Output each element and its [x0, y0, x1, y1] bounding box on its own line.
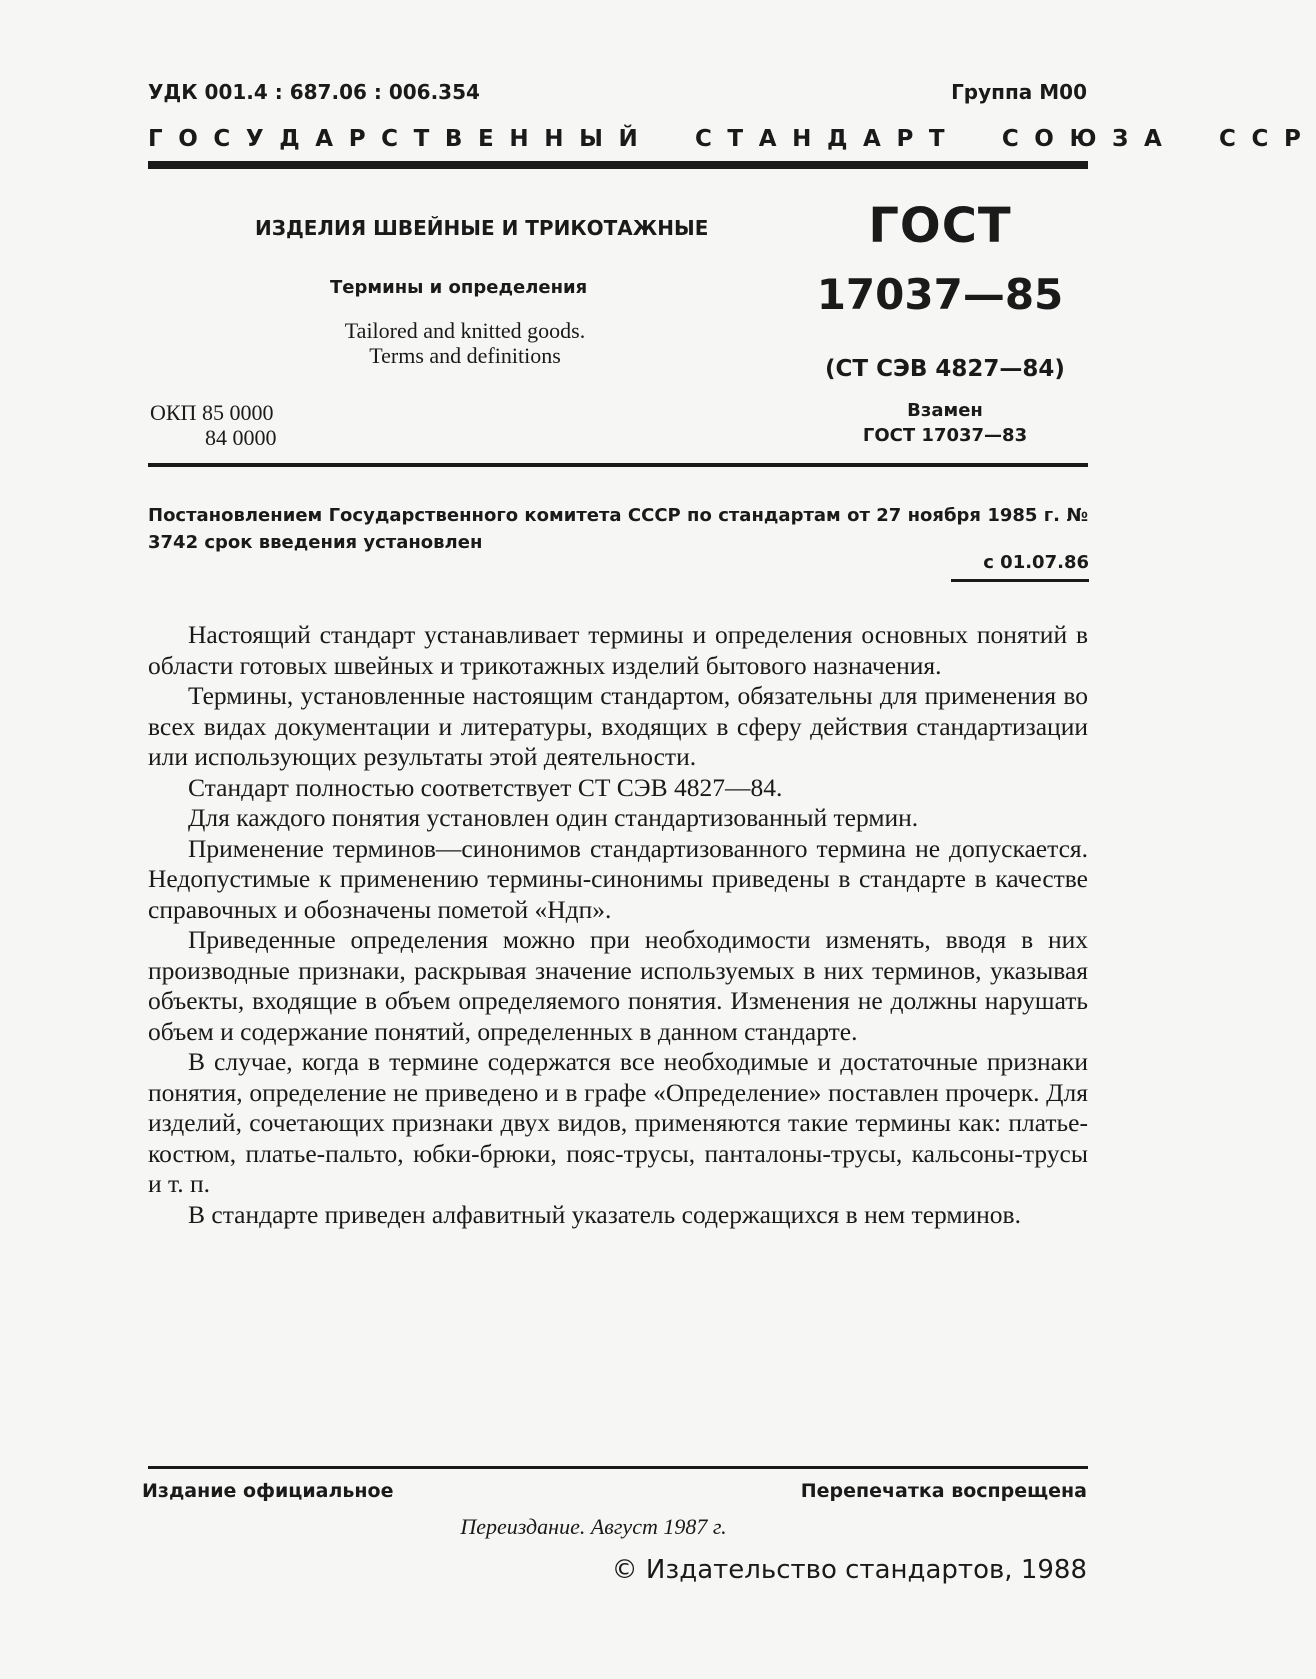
official-edition-label: Издание официальное	[142, 1480, 394, 1502]
paragraph: Стандарт полностью соответствует СТ СЭВ 4827—84.	[188, 772, 783, 802]
header-rule	[148, 161, 1088, 169]
decree-text: Постановлением Государственного комитета СССР по стандартам от 27 ноября 1985 г. № 3742 срок введения установлен	[148, 505, 1088, 553]
footer-rule	[148, 1466, 1088, 1469]
paragraph: Настоящий стандарт устанавливает термины и определения основных понятий в области готовых швейных и трикотажных изделий бытового назначения.	[148, 620, 1088, 680]
replaces-block	[825, 398, 1065, 448]
paragraph: Для каждого понятия установлен один стандартизованный термин.	[188, 803, 919, 832]
introduction-date: с 01.07.86	[951, 552, 1089, 582]
sev-reference: (СТ СЭВ 4827—84)	[825, 356, 1065, 382]
okp-code-2: 84 0000	[205, 425, 277, 450]
copyright-notice: © Издательство стандартов, 1988	[611, 1555, 1087, 1585]
body-text	[148, 620, 1088, 1230]
reissue-note: Переиздание. Август 1987 г.	[460, 1514, 727, 1539]
reprint-ban-label: Перепечатка воспрещена	[800, 1480, 1087, 1502]
okp-codes	[150, 400, 277, 450]
english-title-line-2: Terms and definitions	[369, 343, 561, 368]
gost-number: 17037—85	[816, 270, 1064, 319]
paragraph: Применение терминов—синонимов стандартизованного термина не допускается. Недопустимые к применению термины-синонимы приведены в стандарте в качестве справочных и обозначены пометой «Ндп».	[148, 833, 1088, 924]
udc-code: УДК 001.4 : 687.06 : 006.354	[148, 80, 480, 104]
replaces-value: ГОСТ 17037—83	[862, 425, 1028, 446]
english-title	[300, 318, 630, 368]
title-rule	[148, 463, 1088, 467]
okp-code-1: ОКП 85 0000	[150, 400, 274, 425]
group-code: Группа М00	[951, 80, 1087, 104]
replaces-label: Взамен	[907, 400, 983, 421]
gost-label: ГОСТ	[868, 198, 1012, 254]
english-title-line-1: Tailored and knitted goods.	[344, 318, 586, 343]
paragraph: Приведенные определения можно при необходимости изменять, вводя в них производные признаки, раскрывая значение используемых в них терминов, указывая объекты, входящие в объем определяемого понятия. Изменения не должны нарушать объем и содержание понятий, определенных в данном стандарте.	[148, 925, 1088, 1046]
state-standard-banner: ГОСУДАРСТВЕННЫЙ СТАНДАРТ СОЮЗА ССР	[148, 126, 1316, 152]
paragraph: В случае, когда в термине содержатся все необходимые и достаточные признаки понятия, определение не приведено и в графе «Определение» поставлен прочерк. Для изделий, сочетающих признаки двух видов, применяются такие термины как: платье-костюм, платье-пальто, юбки-брюки, пояс-трусы, панталоны-трусы, кальсоны-трусы и т. п.	[148, 1047, 1088, 1198]
paragraph: В стандарте приведен алфавитный указатель содержащихся в нем терминов.	[188, 1199, 1021, 1229]
paragraph: Термины, установленные настоящим стандартом, обязательны для применения во всех видах документации и литературы, входящих в сферу действия стандартизации или использующих результаты этой деятельности.	[148, 681, 1088, 771]
document-subtitle: Термины и определения	[330, 277, 588, 298]
document-title: ИЗДЕЛИЯ ШВЕЙНЫЕ И ТРИКОТАЖНЫЕ	[255, 216, 709, 240]
